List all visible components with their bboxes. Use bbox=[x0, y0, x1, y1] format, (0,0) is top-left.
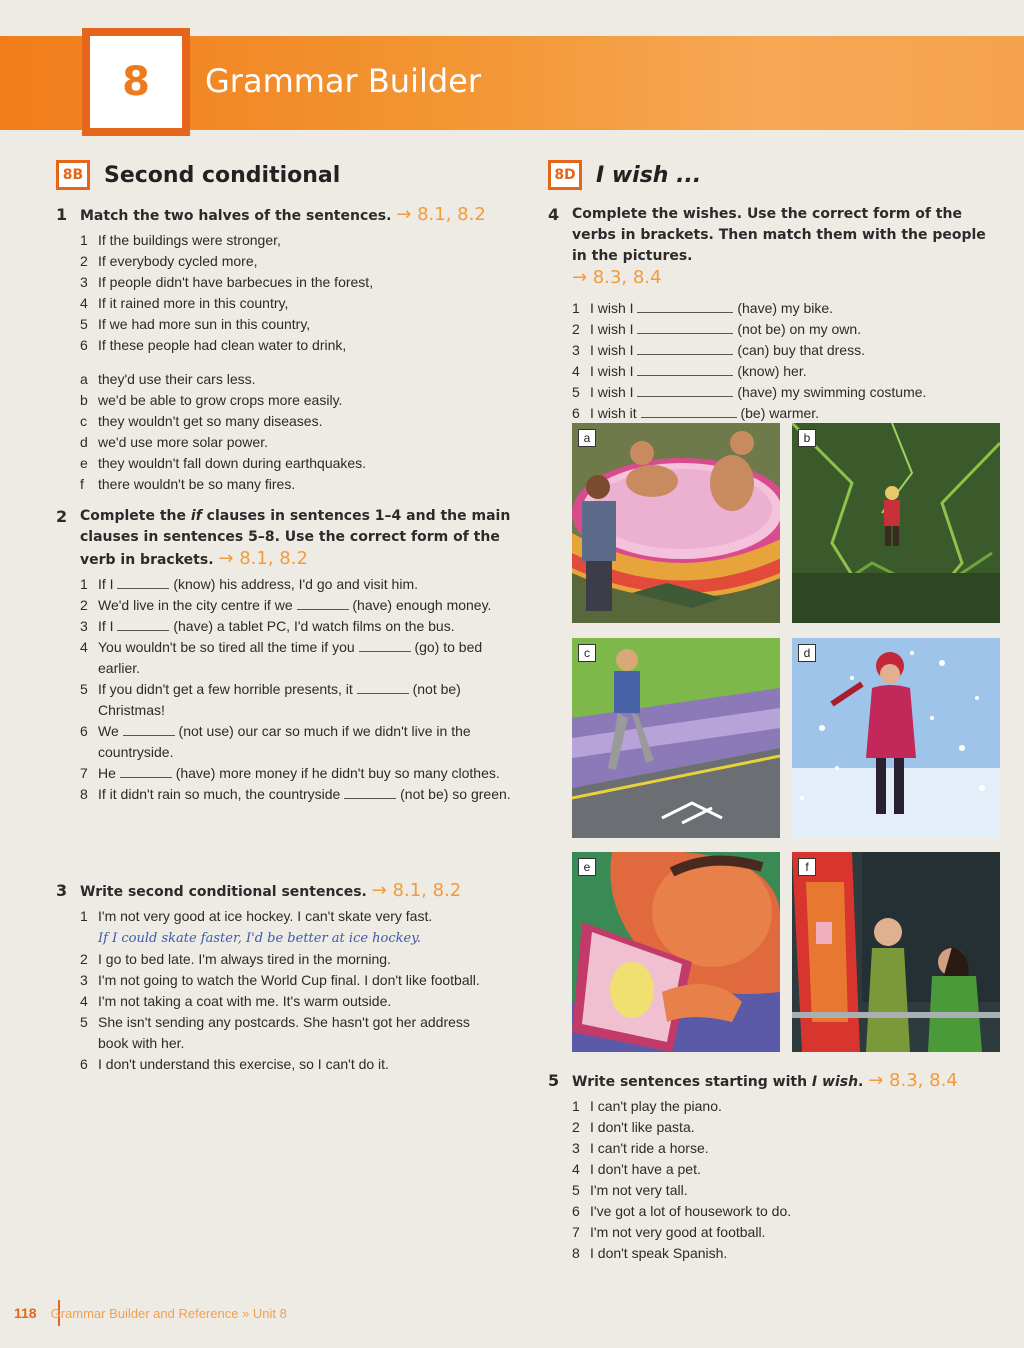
exercise-5-instruction bbox=[548, 1070, 998, 1093]
item-text-before: I wish I bbox=[590, 321, 634, 337]
exercise-3-items bbox=[80, 906, 486, 1075]
instruction-text: Match the two halves of the sentences. bbox=[80, 208, 392, 224]
list-item bbox=[572, 1222, 998, 1243]
instruction-text-if: if bbox=[190, 508, 202, 524]
list-item bbox=[572, 1201, 998, 1222]
instruction-text-pre: Write sentences starting with bbox=[572, 1074, 812, 1090]
answer-blank[interactable] bbox=[637, 362, 733, 376]
list-item bbox=[80, 763, 512, 784]
section-tag-8b: 8B bbox=[56, 160, 90, 190]
item-number: 1 bbox=[80, 576, 88, 592]
list-item bbox=[80, 949, 486, 970]
item-text: If everybody cycled more, bbox=[98, 253, 258, 269]
item-text: I've got a lot of housework to do. bbox=[590, 1203, 792, 1219]
exercise-3-instruction bbox=[56, 880, 486, 903]
item-text: I'm not very good at football. bbox=[590, 1224, 766, 1240]
list-item: 1 I'm not very good at ice hockey. I can't skate very fast. If I could skate faster, I'd be better at ice hockey. bbox=[80, 908, 433, 946]
list-item bbox=[572, 1117, 998, 1138]
list-item bbox=[80, 272, 486, 293]
item-number: f bbox=[80, 476, 84, 492]
item-text: I can't ride a horse. bbox=[590, 1140, 709, 1156]
exercise-3 bbox=[56, 880, 486, 1075]
item-text: I don't speak Spanish. bbox=[590, 1245, 728, 1261]
item-text-before: He bbox=[98, 765, 116, 781]
item-text-before: We'd live in the city centre if we bbox=[98, 597, 293, 613]
exercise-1-items bbox=[80, 230, 486, 356]
instruction-text: Write second conditional sentences. bbox=[80, 884, 367, 900]
item-text: there wouldn't be so many fires. bbox=[98, 476, 296, 492]
header-title: Grammar Builder bbox=[205, 62, 482, 100]
list-item bbox=[80, 474, 486, 495]
item-text bbox=[590, 403, 998, 424]
instruction-text-post: . bbox=[858, 1074, 864, 1090]
item-text: If we had more sun in this country, bbox=[98, 316, 311, 332]
exercise-2 bbox=[56, 506, 512, 805]
exercise-1-instruction bbox=[56, 204, 486, 227]
item-text-after: (not be) on my own. bbox=[737, 321, 862, 337]
item-text-before: I wish I bbox=[590, 384, 634, 400]
item-text: I'm not very tall. bbox=[590, 1182, 688, 1198]
exercise-2-instruction bbox=[56, 506, 512, 571]
list-item bbox=[80, 991, 486, 1012]
answer-blank[interactable] bbox=[123, 722, 175, 736]
answer-blank[interactable] bbox=[344, 785, 396, 799]
reference-link[interactable]: → 8.3, 8.4 bbox=[572, 267, 662, 288]
picture-b-forest bbox=[792, 423, 1000, 623]
item-text-after: (not be) Christmas! bbox=[98, 681, 461, 718]
list-item bbox=[80, 432, 486, 453]
list-item bbox=[80, 314, 486, 335]
item-text: She isn't sending any postcards. She hasn't got her address book with her. bbox=[98, 1014, 470, 1051]
item-text: If it rained more in this country, bbox=[98, 295, 289, 311]
item-text-before: If I bbox=[98, 618, 114, 634]
item-text bbox=[590, 382, 998, 403]
picture-a-swimming-pool bbox=[572, 423, 780, 623]
picture-f-shop-window bbox=[792, 852, 1000, 1052]
list-item bbox=[572, 1180, 998, 1201]
item-number: d bbox=[80, 434, 88, 450]
list-item bbox=[80, 230, 486, 251]
item-text-before: I wish I bbox=[590, 300, 634, 316]
reference-link[interactable]: → 8.1, 8.2 bbox=[371, 880, 462, 901]
item-text-before: We bbox=[98, 723, 119, 739]
instruction-text-post: clauses in sentences 1–4 and the main clauses in sentences 5–8. Use the correct form of the verb in brackets. bbox=[80, 508, 511, 568]
picture-label: b bbox=[798, 429, 816, 447]
picture-c-street bbox=[572, 638, 780, 838]
exercise-1 bbox=[56, 204, 486, 495]
picture-label: d bbox=[798, 644, 816, 662]
item-number: 5 bbox=[572, 1182, 580, 1198]
list-item bbox=[572, 298, 998, 319]
picture-label: f bbox=[798, 858, 816, 876]
item-text: If people didn't have barbecues in the forest, bbox=[98, 274, 374, 290]
instruction-text-em: I wish bbox=[811, 1074, 859, 1090]
item-text-after: (have) my bike. bbox=[737, 300, 834, 316]
exercise-4 bbox=[548, 204, 998, 424]
item-text-before: I wish I bbox=[590, 363, 634, 379]
item-number: 2 bbox=[80, 597, 88, 613]
footer bbox=[14, 1305, 287, 1321]
item-text-after: (not use) our car so much if we didn't live in the countryside. bbox=[98, 723, 471, 760]
answer-blank[interactable] bbox=[117, 617, 169, 631]
unit-number: 8 bbox=[90, 36, 182, 128]
answer-blank[interactable] bbox=[359, 638, 411, 652]
item-number: 4 bbox=[80, 993, 88, 1009]
list-item bbox=[572, 382, 998, 403]
item-text: we'd use more solar power. bbox=[98, 434, 268, 450]
item-text bbox=[590, 319, 998, 340]
item-number: a bbox=[80, 371, 88, 387]
item-text bbox=[98, 679, 512, 721]
item-number: 7 bbox=[80, 765, 88, 781]
item-number: 6 bbox=[80, 1056, 88, 1072]
answer-blank[interactable] bbox=[357, 680, 409, 694]
item-text: If these people had clean water to drink, bbox=[98, 337, 347, 353]
list-item bbox=[80, 1054, 486, 1075]
list-item bbox=[80, 293, 486, 314]
unit-number-box bbox=[82, 28, 190, 136]
item-text-after: (have) my swimming costume. bbox=[737, 384, 927, 400]
section-tag-8d: 8D bbox=[548, 160, 582, 190]
list-item bbox=[80, 970, 486, 991]
item-text bbox=[98, 595, 512, 616]
answer-blank[interactable] bbox=[637, 299, 733, 313]
answer-blank[interactable] bbox=[120, 764, 172, 778]
item-text-after: (have) enough money. bbox=[352, 597, 492, 613]
item-text bbox=[98, 721, 512, 763]
exercise-1-answers bbox=[80, 369, 486, 495]
exercise-number: 4 bbox=[548, 205, 560, 224]
item-number: 6 bbox=[80, 337, 88, 353]
item-text-before: I wish I bbox=[590, 342, 634, 358]
item-text bbox=[98, 616, 512, 637]
item-text: they wouldn't get so many diseases. bbox=[98, 413, 323, 429]
reference-link[interactable]: → 8.3, 8.4 bbox=[868, 1070, 958, 1091]
section-title-i-wish: I wish ... bbox=[596, 162, 702, 188]
item-text bbox=[98, 637, 512, 679]
item-number: 6 bbox=[572, 1203, 580, 1219]
item-number: 5 bbox=[80, 316, 88, 332]
item-text: I'm not very good at ice hockey. I can't skate very fast. bbox=[98, 908, 433, 924]
list-item bbox=[80, 390, 486, 411]
list-item bbox=[80, 679, 512, 721]
item-number: b bbox=[80, 392, 88, 408]
item-number: 3 bbox=[80, 972, 88, 988]
item-number: 5 bbox=[80, 681, 88, 697]
section-8d-heading bbox=[548, 160, 701, 190]
exercise-number: 2 bbox=[56, 507, 68, 526]
item-text: I'm not taking a coat with me. It's warm outside. bbox=[98, 993, 392, 1009]
footer-text: Grammar Builder and Reference » Unit 8 bbox=[50, 1305, 287, 1321]
item-number: 5 bbox=[80, 1014, 88, 1030]
item-number: 1 bbox=[572, 300, 580, 316]
item-text: I don't like pasta. bbox=[590, 1119, 695, 1135]
item-text-before: I wish it bbox=[590, 405, 637, 421]
item-text-after: (be) warmer. bbox=[740, 405, 820, 421]
list-item bbox=[572, 361, 998, 382]
list-item bbox=[572, 1243, 998, 1264]
list-item bbox=[572, 403, 998, 424]
list-item bbox=[80, 411, 486, 432]
item-number: 4 bbox=[80, 639, 88, 655]
instruction-text-pre: Complete the bbox=[80, 508, 191, 524]
item-number: 3 bbox=[572, 342, 580, 358]
item-number: 3 bbox=[80, 274, 88, 290]
answer-blank[interactable] bbox=[637, 341, 733, 355]
list-item bbox=[572, 1159, 998, 1180]
item-text-before: If it didn't rain so much, the countryside bbox=[98, 786, 341, 802]
item-text: If the buildings were stronger, bbox=[98, 232, 281, 248]
item-number: 4 bbox=[572, 363, 580, 379]
item-number: 3 bbox=[572, 1140, 580, 1156]
list-item bbox=[80, 453, 486, 474]
item-number: 8 bbox=[572, 1245, 580, 1261]
picture-label: e bbox=[578, 858, 596, 876]
answer-blank[interactable] bbox=[637, 383, 733, 397]
item-text-before: If I bbox=[98, 576, 114, 592]
picture-e-reading bbox=[572, 852, 780, 1052]
item-number: 8 bbox=[80, 786, 88, 802]
picture-label: c bbox=[578, 644, 596, 662]
item-text bbox=[98, 784, 512, 805]
item-text-after: (know) his address, I'd go and visit him. bbox=[173, 576, 419, 592]
answer-blank[interactable] bbox=[297, 596, 349, 610]
item-text bbox=[98, 763, 512, 784]
item-text: they'd use their cars less. bbox=[98, 371, 256, 387]
item-text: I go to bed late. I'm always tired in the morning. bbox=[98, 951, 391, 967]
answer-blank[interactable] bbox=[117, 575, 169, 589]
list-item bbox=[572, 319, 998, 340]
list-item bbox=[80, 721, 512, 763]
item-number: 1 bbox=[572, 1098, 580, 1114]
answer-blank[interactable] bbox=[637, 320, 733, 334]
item-text-after: (go) to bed earlier. bbox=[98, 639, 483, 676]
exercise-2-items bbox=[80, 574, 512, 805]
item-number: 7 bbox=[572, 1224, 580, 1240]
exercise-number: 5 bbox=[548, 1071, 560, 1090]
list-item bbox=[80, 574, 512, 595]
item-number: c bbox=[80, 413, 87, 429]
list-item bbox=[80, 369, 486, 390]
exercise-5 bbox=[548, 1070, 998, 1264]
item-number: 6 bbox=[80, 723, 88, 739]
list-item bbox=[572, 1096, 998, 1117]
item-number: 4 bbox=[572, 1161, 580, 1177]
item-text: I don't understand this exercise, so I can't do it. bbox=[98, 1056, 389, 1072]
item-text bbox=[590, 361, 998, 382]
item-number: 2 bbox=[80, 253, 88, 269]
item-number: 6 bbox=[572, 405, 580, 421]
section-title-second-conditional: Second conditional bbox=[104, 162, 341, 188]
answer-blank[interactable] bbox=[641, 404, 737, 418]
item-text-before: If you didn't get a few horrible presents, it bbox=[98, 681, 353, 697]
item-number: 2 bbox=[80, 951, 88, 967]
item-text: I'm not going to watch the World Cup final. I don't like football. bbox=[98, 972, 480, 988]
list-item bbox=[80, 1012, 486, 1054]
list-item bbox=[80, 595, 512, 616]
item-text-after: (have) more money if he didn't buy so many clothes. bbox=[175, 765, 500, 781]
item-text bbox=[590, 298, 998, 319]
exercise-4-items bbox=[572, 298, 998, 424]
item-number: e bbox=[80, 455, 88, 471]
item-number: 1 bbox=[80, 232, 88, 248]
item-number: 5 bbox=[572, 384, 580, 400]
exercise-4-instruction bbox=[548, 204, 998, 290]
item-number: 3 bbox=[80, 618, 88, 634]
handwritten-example-answer: If I could skate faster, I'd be better at ice hockey. bbox=[98, 931, 421, 946]
item-text-after: (not be) so green. bbox=[400, 786, 511, 802]
reference-link[interactable]: → 8.1, 8.2 bbox=[218, 548, 308, 569]
picture-d-snow bbox=[792, 638, 1000, 838]
list-item bbox=[572, 340, 998, 361]
item-text bbox=[590, 340, 998, 361]
item-text: I don't have a pet. bbox=[590, 1161, 701, 1177]
list-item bbox=[80, 637, 512, 679]
item-number: 2 bbox=[572, 1119, 580, 1135]
item-text bbox=[98, 574, 512, 595]
list-item bbox=[80, 616, 512, 637]
instruction-text: Complete the wishes. Use the correct form of the verbs in brackets. Then match them with the people in the pictures. bbox=[572, 206, 986, 264]
item-text-after: (know) her. bbox=[737, 363, 807, 379]
exercise-number: 1 bbox=[56, 205, 68, 224]
exercise-number: 3 bbox=[56, 881, 68, 900]
picture-label: a bbox=[578, 429, 596, 447]
list-item bbox=[80, 335, 486, 356]
item-text: we'd be able to grow crops more easily. bbox=[98, 392, 343, 408]
page-number: 118 bbox=[14, 1305, 37, 1321]
item-text-after: (have) a tablet PC, I'd watch films on the bus. bbox=[173, 618, 455, 634]
item-text: I can't play the piano. bbox=[590, 1098, 722, 1114]
item-text: they wouldn't fall down during earthquakes. bbox=[98, 455, 367, 471]
list-item bbox=[80, 251, 486, 272]
item-text-after: (can) buy that dress. bbox=[737, 342, 865, 358]
section-8b-heading bbox=[56, 160, 340, 190]
item-text-before: You wouldn't be so tired all the time if you bbox=[98, 639, 355, 655]
list-item bbox=[80, 784, 512, 805]
reference-link[interactable]: → 8.1, 8.2 bbox=[396, 204, 486, 225]
list-item bbox=[572, 1138, 998, 1159]
item-number: 2 bbox=[572, 321, 580, 337]
item-number: 4 bbox=[80, 295, 88, 311]
exercise-5-items bbox=[572, 1096, 998, 1264]
